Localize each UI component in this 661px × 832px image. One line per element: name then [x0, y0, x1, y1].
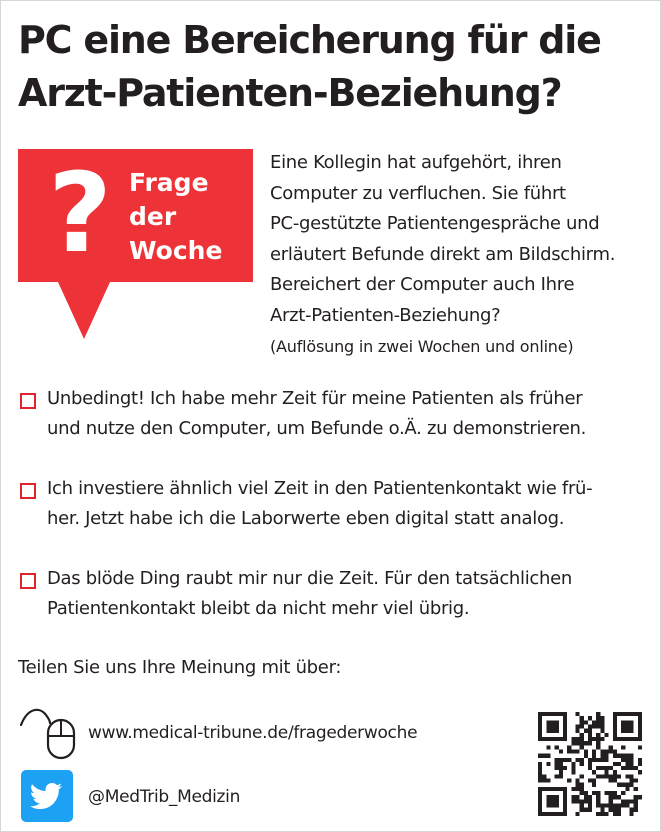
answer-text-2 [47, 474, 652, 534]
answer-text-line: Unbedingt! Ich habe mehr Zeit für meine Patienten als früher [47, 388, 583, 409]
badge-label-line-3: Woche [129, 236, 223, 265]
intro-line: Bereichert der Computer auch Ihre [270, 274, 575, 295]
answer-text-line: Das blöde Ding raubt mir nur die Zeit. Für den tatsächlichen [47, 568, 573, 589]
intro-line: Computer zu verfluchen. Sie führt [270, 182, 566, 204]
answer-text-line: Patientenkontakt bleibt da nicht mehr viel übrig. [47, 598, 470, 619]
computer-mouse-icon [20, 705, 78, 761]
speech-bubble-shape [18, 149, 253, 339]
answer-text-line: und nutze den Computer, um Befunde o.Ä. zu demonstrieren. [47, 418, 587, 439]
answer-checkbox-2[interactable] [20, 483, 36, 499]
page-title-line-1: PC eine Bereicherung für die [18, 18, 601, 62]
share-prompt: Teilen Sie uns Ihre Meinung mit über: [18, 657, 342, 678]
website-link[interactable]: www.medical-tribune.de/fragederwoche [88, 723, 418, 743]
answer-checkbox-1[interactable] [20, 393, 36, 409]
twitter-bird-icon[interactable] [21, 770, 73, 822]
question-mark-icon: ? [48, 149, 112, 277]
answer-text-line: her. Jetzt habe ich die Laborwerte eben digital statt analog. [47, 508, 565, 529]
twitter-handle[interactable]: @MedTrib_Medizin [88, 787, 241, 807]
badge-label-line-1: Frage [129, 168, 209, 197]
qr-code[interactable] [538, 712, 642, 816]
resolution-note: (Auflösung in zwei Wochen und online) [270, 337, 574, 356]
page-title [18, 14, 648, 120]
intro-line: PC-gestützte Patientengespräche und [270, 213, 600, 234]
question-of-the-week-badge [18, 149, 253, 339]
answer-text-3 [47, 564, 652, 624]
answer-checkbox-3[interactable] [20, 573, 36, 589]
badge-label-line-2: der [129, 202, 177, 231]
intro-line: Eine Kollegin hat aufgehört, ihren [270, 152, 562, 173]
answer-text-1 [47, 384, 652, 444]
answer-text-line: Ich investiere ähnlich viel Zeit in den Patientenkontakt wie frü- [47, 478, 593, 499]
page-title-line-2: Arzt-Patienten-Beziehung? [18, 71, 562, 115]
intro-line: erläutert Befunde direkt am Bildschirm. [270, 243, 616, 265]
intro-paragraph [270, 148, 655, 360]
intro-line: Arzt-Patienten-Beziehung? [270, 304, 501, 326]
